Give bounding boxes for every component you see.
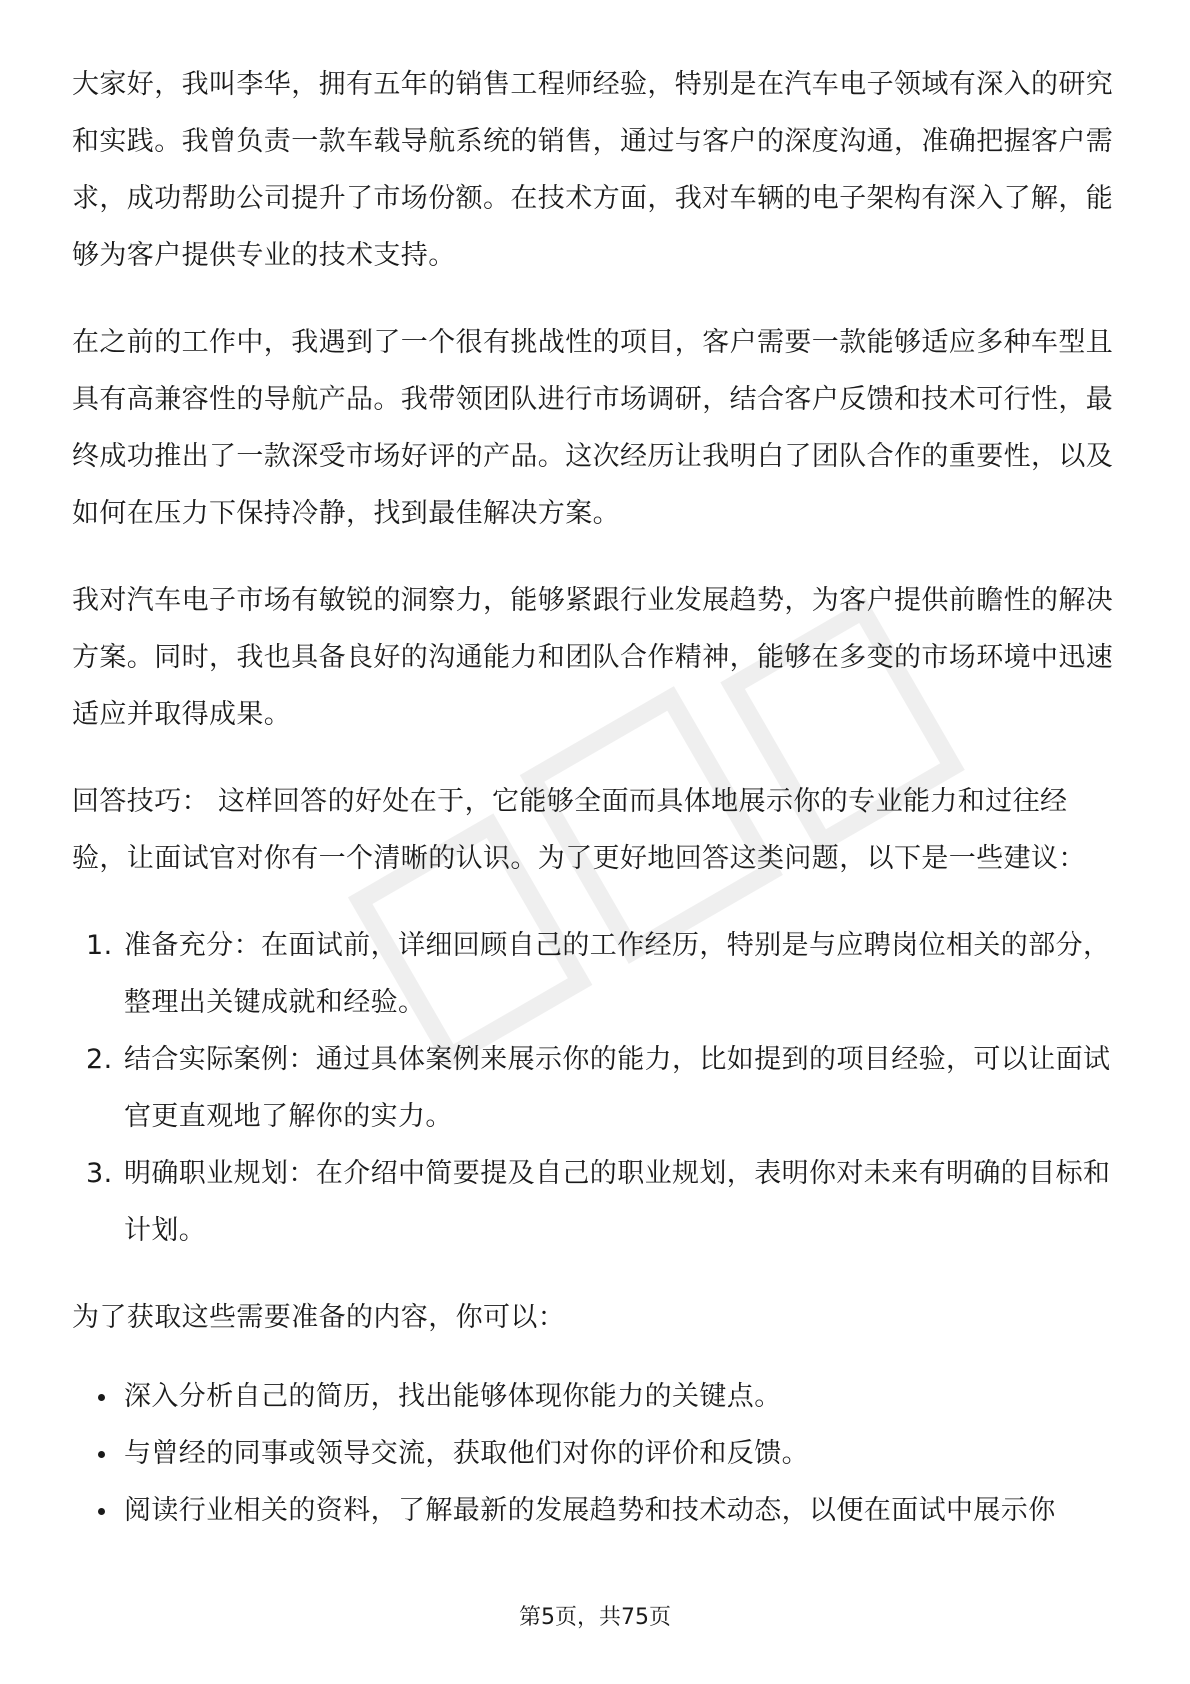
paragraph-project-experience: 在之前的工作中，我遇到了一个很有挑战性的项目，客户需要一款能够适应多种车型且具有高兼容性的导航产品。我带领团队进行市场调研，结合客户反馈和技术可行性，最终成功推出了一款深受市场好评的产品。这次经历让我明白了团队合作的重要性，以及如何在压力下保持冷静，找到最佳解决方案。	[72, 327, 1114, 529]
list-item	[72, 917, 1122, 1031]
preparation-list	[72, 1368, 1122, 1539]
list-item-text: 明确职业规划：在介绍中简要提及自己的职业规划，表明你对未来有明确的目标和计划。	[124, 1158, 1111, 1246]
document-page	[72, 56, 1122, 1539]
list-item	[72, 1425, 1122, 1482]
list-item	[72, 1482, 1122, 1539]
list-item-text: 深入分析自己的简历，找出能够体现你能力的关键点。	[124, 1381, 782, 1412]
bullet-icon	[98, 1451, 105, 1458]
list-item-text: 阅读行业相关的资料，了解最新的发展趋势和技术动态，以便在面试中展示你	[124, 1495, 1056, 1526]
list-item-number: 3.	[86, 1158, 113, 1189]
page-number-footer: 第5页，共75页	[519, 1605, 671, 1630]
list-item-number: 2.	[86, 1044, 113, 1075]
list-item-text: 与曾经的同事或领导交流，获取他们对你的评价和反馈。	[124, 1438, 809, 1469]
list-item-number: 1.	[86, 930, 113, 961]
paragraph-preparation-intro: 为了获取这些需要准备的内容，你可以：	[72, 1302, 566, 1333]
list-item-text: 结合实际案例：通过具体案例来展示你的能力，比如提到的项目经验，可以让面试官更直观地了解你的实力。	[124, 1044, 1111, 1132]
paragraph-market-insight: 我对汽车电子市场有敏锐的洞察力，能够紧跟行业发展趋势，为客户提供前瞻性的解决方案。同时，我也具备良好的沟通能力和团队合作精神，能够在多变的市场环境中迅速适应并取得成果。	[72, 585, 1114, 730]
paragraph-self-intro: 大家好，我叫李华，拥有五年的销售工程师经验，特别是在汽车电子领域有深入的研究和实践。我曾负责一款车载导航系统的销售，通过与客户的深度沟通，准确把握客户需求，成功帮助公司提升了市场份额。在技术方面，我对车辆的电子架构有深入了解，能够为客户提供专业的技术支持。	[72, 69, 1114, 271]
paragraph-answer-tips: 回答技巧： 这样回答的好处在于，它能够全面而具体地展示你的专业能力和过往经验，让面试官对你有一个清晰的认识。为了更好地回答这类问题，以下是一些建议：	[72, 786, 1086, 874]
list-item	[72, 1145, 1122, 1259]
bullet-icon	[98, 1508, 105, 1515]
bullet-icon	[98, 1394, 105, 1401]
list-item-text: 准备充分：在面试前，详细回顾自己的工作经历，特别是与应聘岗位相关的部分，整理出关键成就和经验。	[124, 930, 1111, 1018]
tips-list	[72, 917, 1122, 1259]
list-item	[72, 1368, 1122, 1425]
list-item	[72, 1031, 1122, 1145]
